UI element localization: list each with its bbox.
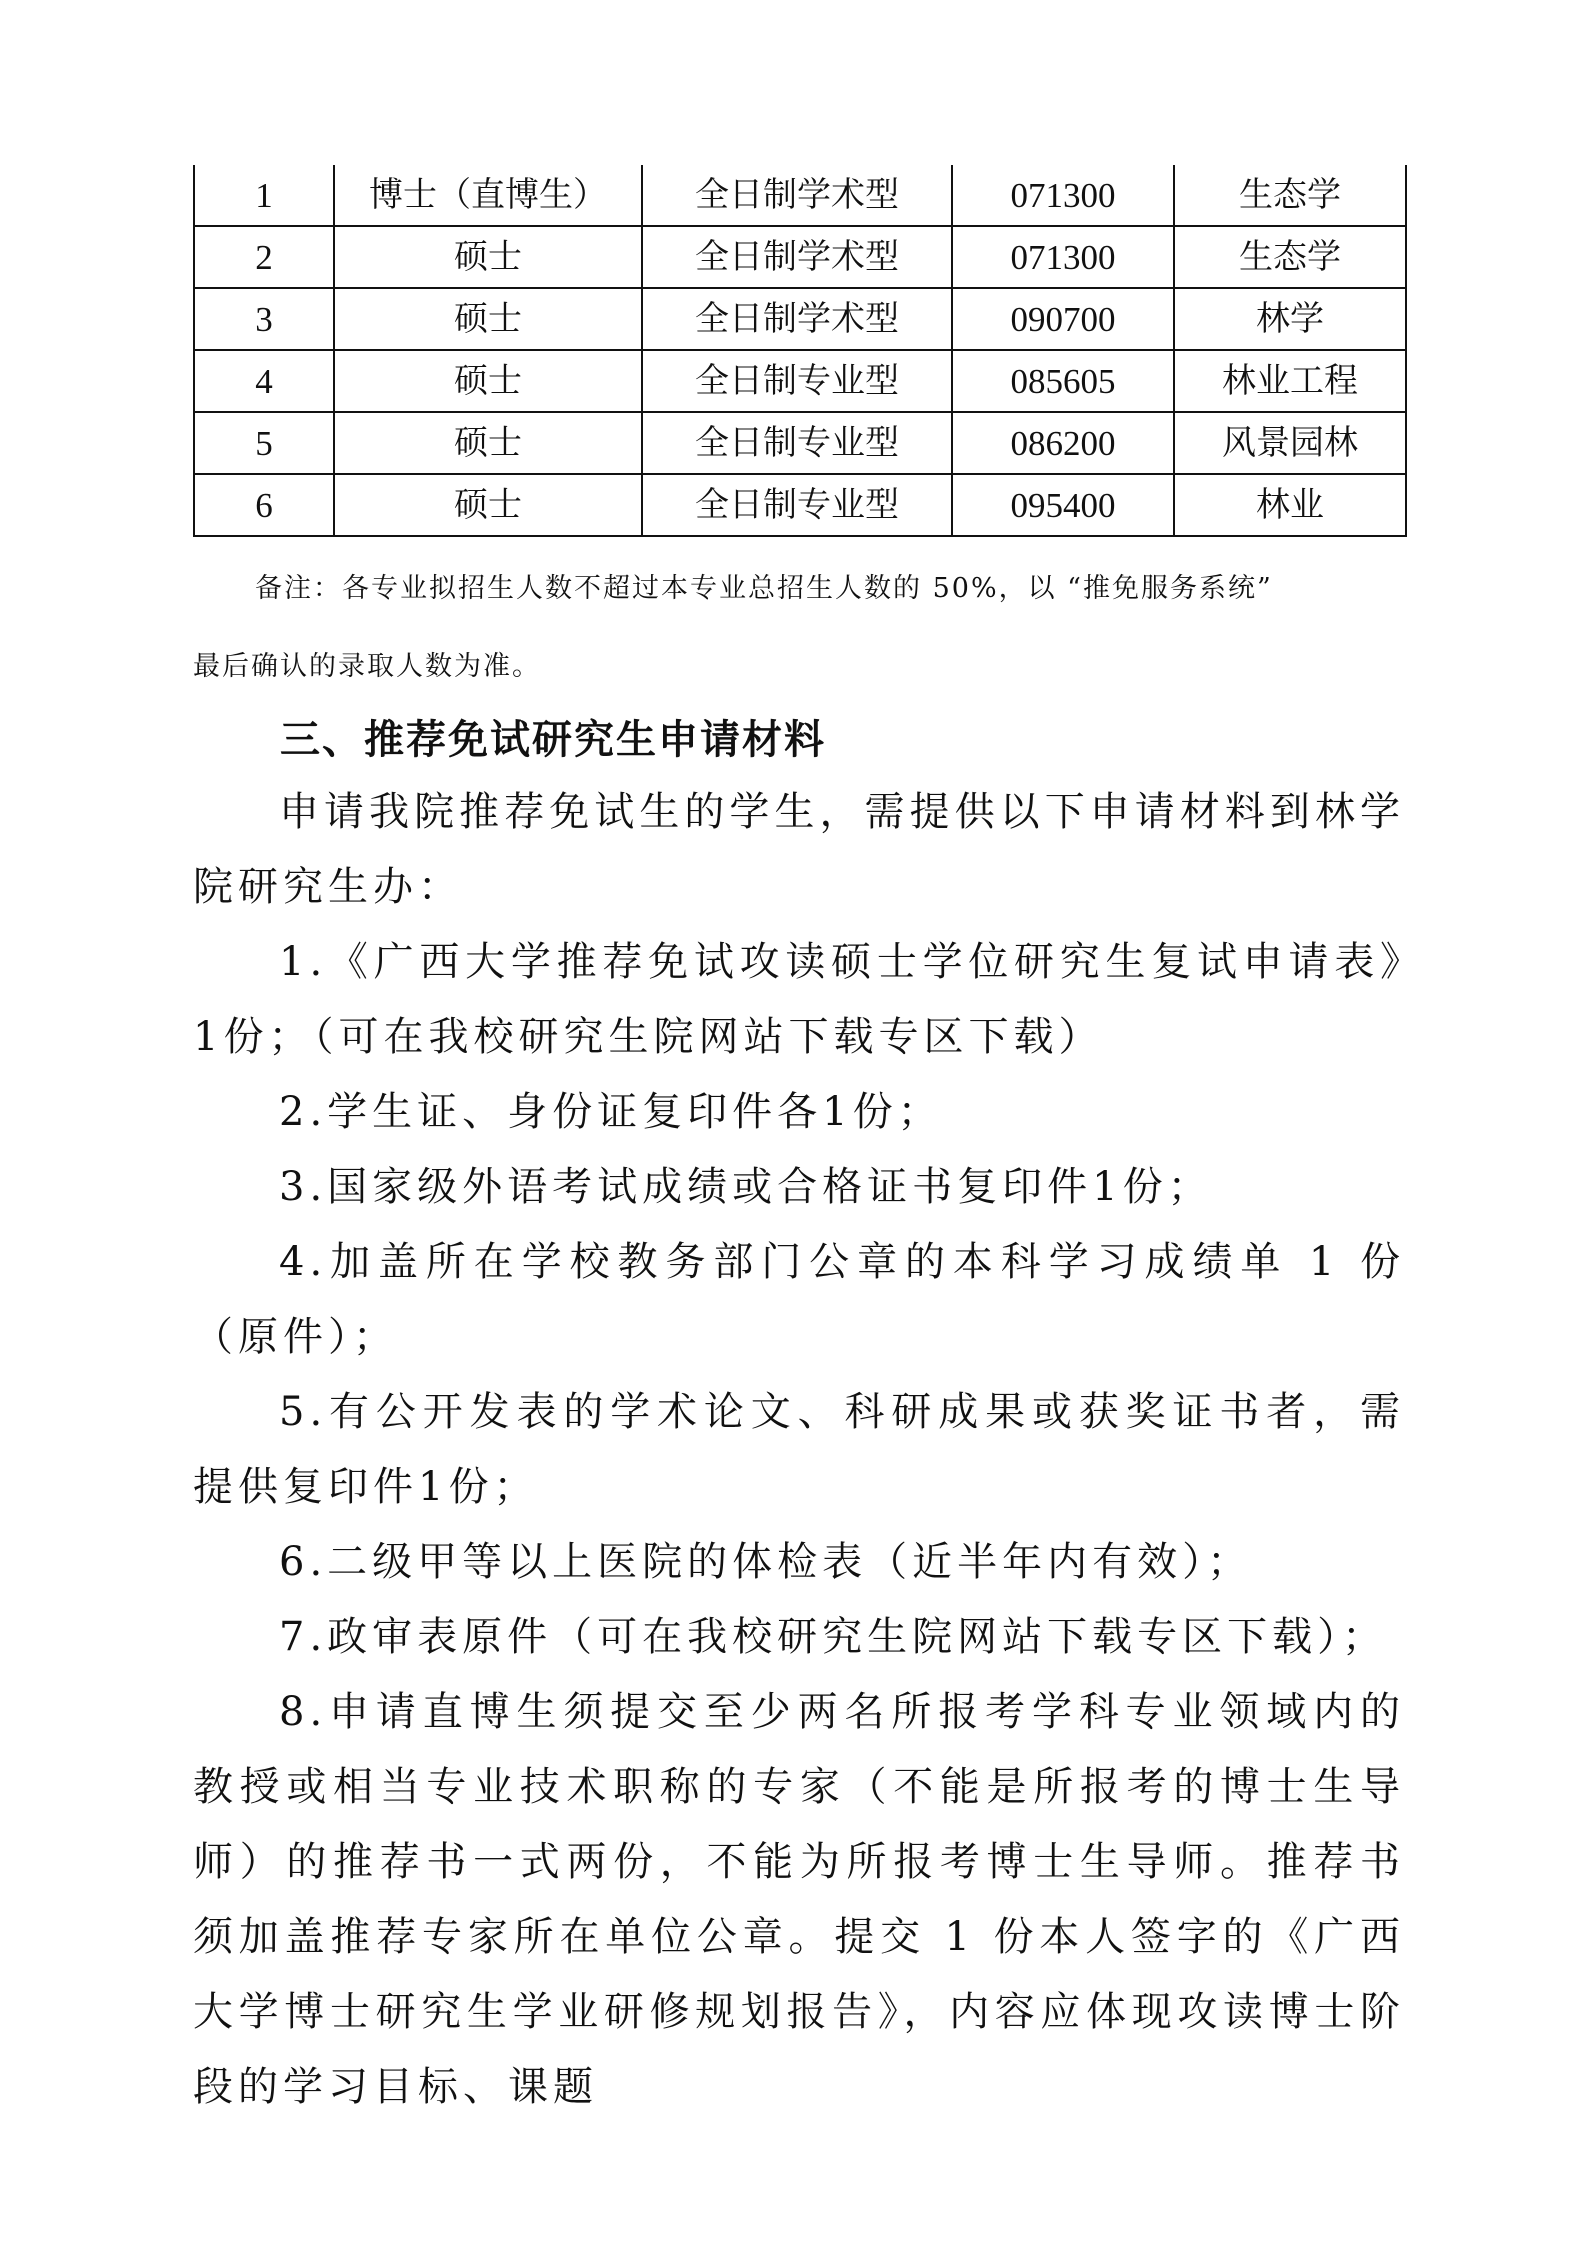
program-name: 生态学 [1174,226,1406,288]
row-index: 6 [194,474,334,536]
program-name: 生态学 [1174,165,1406,226]
program-name: 林业 [1174,474,1406,536]
section-heading: 三、推荐免试研究生申请材料 [280,717,826,763]
study-type: 全日制学术型 [642,226,952,288]
program-code: 071300 [952,226,1174,288]
program-table-body [194,165,1406,536]
row-index: 4 [194,350,334,412]
material-item-6: 6.二级甲等以上医院的体检表（近半年内有效）； [279,1539,1253,1585]
table-note-continued: 最后确认的录取人数为准。 [193,651,541,682]
study-type: 全日制专业型 [642,350,952,412]
material-item-5: 5.有公开发表的学术论文、科研成果或获奖证书者，需提供复印件1份； [193,1389,1405,1510]
program-code: 095400 [952,474,1174,536]
program-code: 086200 [952,412,1174,474]
study-type: 全日制学术型 [642,165,952,226]
study-type: 全日制专业型 [642,474,952,536]
row-index: 3 [194,288,334,350]
table-row [194,412,1406,474]
program-code: 085605 [952,350,1174,412]
study-type: 全日制学术型 [642,288,952,350]
material-item-1: 1.《广西大学推荐免试攻读硕士学位研究生复试申请表》1份；（可在我校研究生院网站下载专区下载） [193,939,1405,1060]
program-name: 林业工程 [1174,350,1406,412]
degree-level: 硕士 [334,226,642,288]
material-item-8: 8.申请直博生须提交至少两名所报考学科专业领域内的教授或相当专业技术职称的专家（不能是所报考的博士生导师）的推荐书一式两份，不能为所报考博士生导师。推荐书须加盖推荐专家所在单位公章。提交 1 份本人签字的《广西大学博士研究生学业研修规划报告》，内容应体现攻读博士阶段的学习目标、课题 [193,1689,1405,2110]
degree-level: 硕士 [334,412,642,474]
row-index: 2 [194,226,334,288]
material-item-2: 2.学生证、身份证复印件各1份； [279,1089,943,1135]
row-index: 1 [194,165,334,226]
table-row [194,165,1406,226]
row-index: 5 [194,412,334,474]
degree-level: 硕士 [334,474,642,536]
study-type: 全日制专业型 [642,412,952,474]
material-item-7: 7.政审表原件（可在我校研究生院网站下载专区下载）； [279,1614,1388,1660]
degree-level: 硕士 [334,288,642,350]
table-note: 备注：各专业拟招生人数不超过本专业总招生人数的 50%，以 “推免服务系统” [255,573,1273,604]
program-table [193,165,1407,537]
material-item-3: 3.国家级外语考试成绩或合格证书复印件1份； [279,1164,1213,1210]
intro-paragraph: 申请我院推荐免试生的学生，需提供以下申请材料到林学院研究生办： [193,789,1405,910]
table-row [194,226,1406,288]
material-item-4: 4.加盖所在学校教务部门公章的本科学习成绩单 1 份（原件）； [193,1239,1405,1360]
program-name: 林学 [1174,288,1406,350]
degree-level: 硕士 [334,350,642,412]
program-code: 090700 [952,288,1174,350]
table-row [194,474,1406,536]
table-row [194,288,1406,350]
program-name: 风景园林 [1174,412,1406,474]
degree-level: 博士（直博生） [334,165,642,226]
table-row [194,350,1406,412]
program-code: 071300 [952,165,1174,226]
section-body [193,775,1405,2125]
